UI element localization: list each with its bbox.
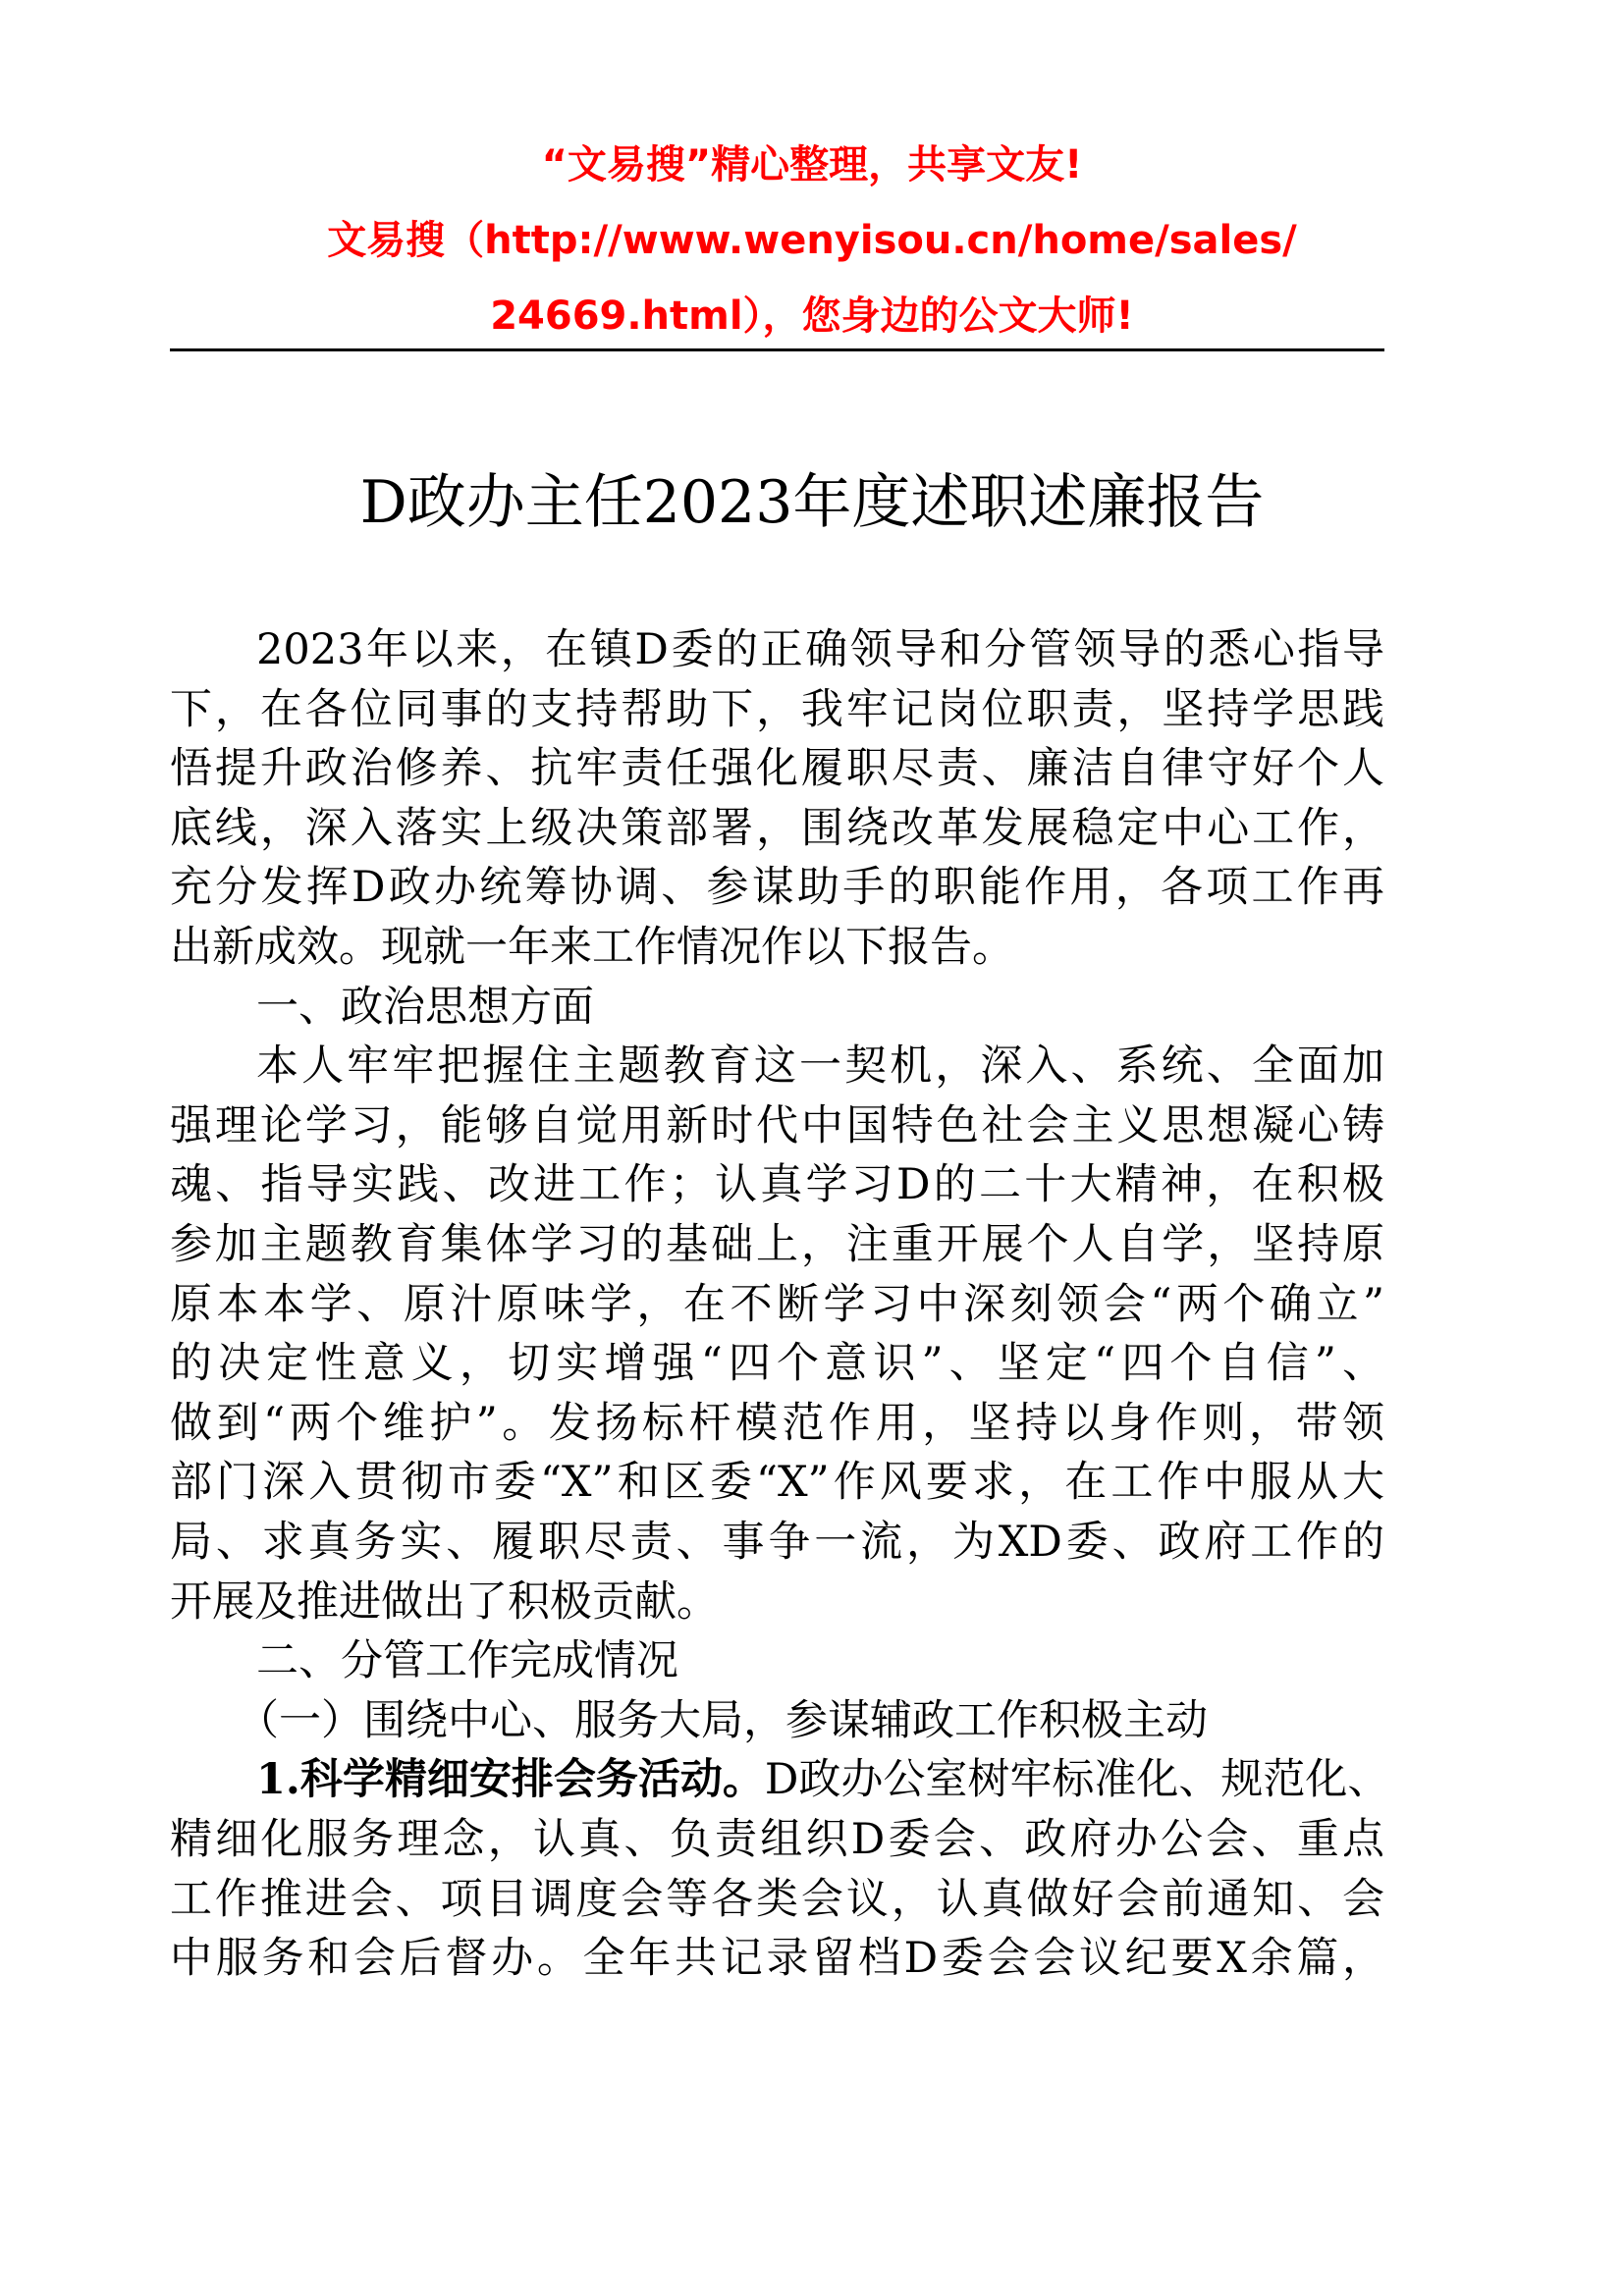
line-text: 强理论学习，能够自觉用新时代中国特色社会主义思想凝心铸 (170, 1100, 1384, 1150)
body-line (170, 1394, 1384, 1453)
header-line-link[interactable]: 文易搜（http://www.wenyisou.cn/home/sales/ (327, 218, 1297, 263)
body-line (170, 1573, 1384, 1631)
line-text: 充分发挥D政办统筹协调、参谋助手的职能作用，各项工作再 (170, 863, 1384, 913)
line-text: 做到“两个维护”。发扬标杆模范作用，坚持以身作则，带领 (170, 1398, 1384, 1448)
body-line (170, 978, 1384, 1037)
line-text: 一、政治思想方面 (256, 982, 594, 1032)
body-line (170, 918, 1384, 977)
line-text: 原本本学、原汁原味学，在不断学习中深刻领会“两个确立” (170, 1279, 1384, 1329)
line-text: D政办公室树牢标准化、规范化、 (764, 1755, 1390, 1805)
body-line (170, 739, 1384, 798)
body-line (170, 1870, 1384, 1929)
body-line (170, 1037, 1384, 1095)
line-text: （一）围绕中心、服务大局，参谋辅政工作积极主动 (237, 1695, 1208, 1745)
line-text: 2023年以来，在镇D委的正确领导和分管领导的悉心指导 (256, 625, 1384, 674)
body-line (170, 1155, 1384, 1214)
header-divider (170, 348, 1384, 351)
bold-subheading: 1.科学精细安排会务活动。 (256, 1755, 765, 1805)
body-line (170, 1810, 1384, 1869)
body-line (170, 1334, 1384, 1393)
document-title: D政办主任2023年度述职述廉报告 (359, 468, 1265, 537)
body-line (170, 1096, 1384, 1155)
body-line (170, 1215, 1384, 1274)
line-text: 二、分管工作完成情况 (256, 1636, 678, 1686)
line-text: 参加主题教育集体学习的基础上，注重开展个人自学，坚持原 (170, 1220, 1384, 1269)
header-line: 24669.html），您身边的公文大师! (490, 294, 1134, 339)
line-text: 精细化服务理念，认真、负责组织D委会、政府办公会、重点 (170, 1815, 1384, 1864)
body-line (170, 799, 1384, 858)
line-text: 下，在各位同事的支持帮助下，我牢记岗位职责，坚持学思践 (170, 684, 1384, 734)
body-line (170, 1275, 1384, 1334)
body-line (170, 1631, 1384, 1690)
line-text: 本人牢牢把握住主题教育这一契机，深入、系统、全面加 (256, 1041, 1384, 1092)
body-line (170, 1513, 1384, 1572)
line-text: 的决定性意义，切实增强“四个意识”、坚定“四个自信”、 (170, 1339, 1384, 1389)
body-line (170, 1691, 1384, 1750)
body-line (170, 680, 1384, 739)
line-text: 工作推进会、项目调度会等各类会议，认真做好会前通知、会 (170, 1874, 1384, 1924)
body-line (170, 620, 1384, 679)
body-line (170, 1929, 1384, 1988)
line-text: 局、求真务实、履职尽责、事争一流，为XD委、政府工作的 (170, 1518, 1384, 1567)
line-text: 出新成效。现就一年来工作情况作以下报告。 (170, 923, 1014, 972)
line-text: 魂、指导实践、改进工作；认真学习D的二十大精神，在积极 (170, 1160, 1384, 1210)
line-text: 中服务和会后督办。全年共记录留档D委会会议纪要X余篇， (170, 1934, 1384, 1984)
body-line (170, 1453, 1384, 1512)
line-text: 底线，深入落实上级决策部署，围绕改革发展稳定中心工作， (170, 803, 1384, 853)
line-text: 开展及推进做出了积极贡献。 (170, 1576, 719, 1627)
body-line (170, 858, 1384, 917)
line-text: 部门深入贯彻市委“X”和区委“X”作风要求，在工作中服从大 (170, 1458, 1384, 1508)
body-line (170, 1750, 1390, 1809)
line-text: 悟提升政治修养、抗牢责任强化履职尽责、廉洁自律守好个人 (170, 744, 1384, 794)
header-line: “文易搜”精心整理，共享文友! (541, 142, 1083, 187)
